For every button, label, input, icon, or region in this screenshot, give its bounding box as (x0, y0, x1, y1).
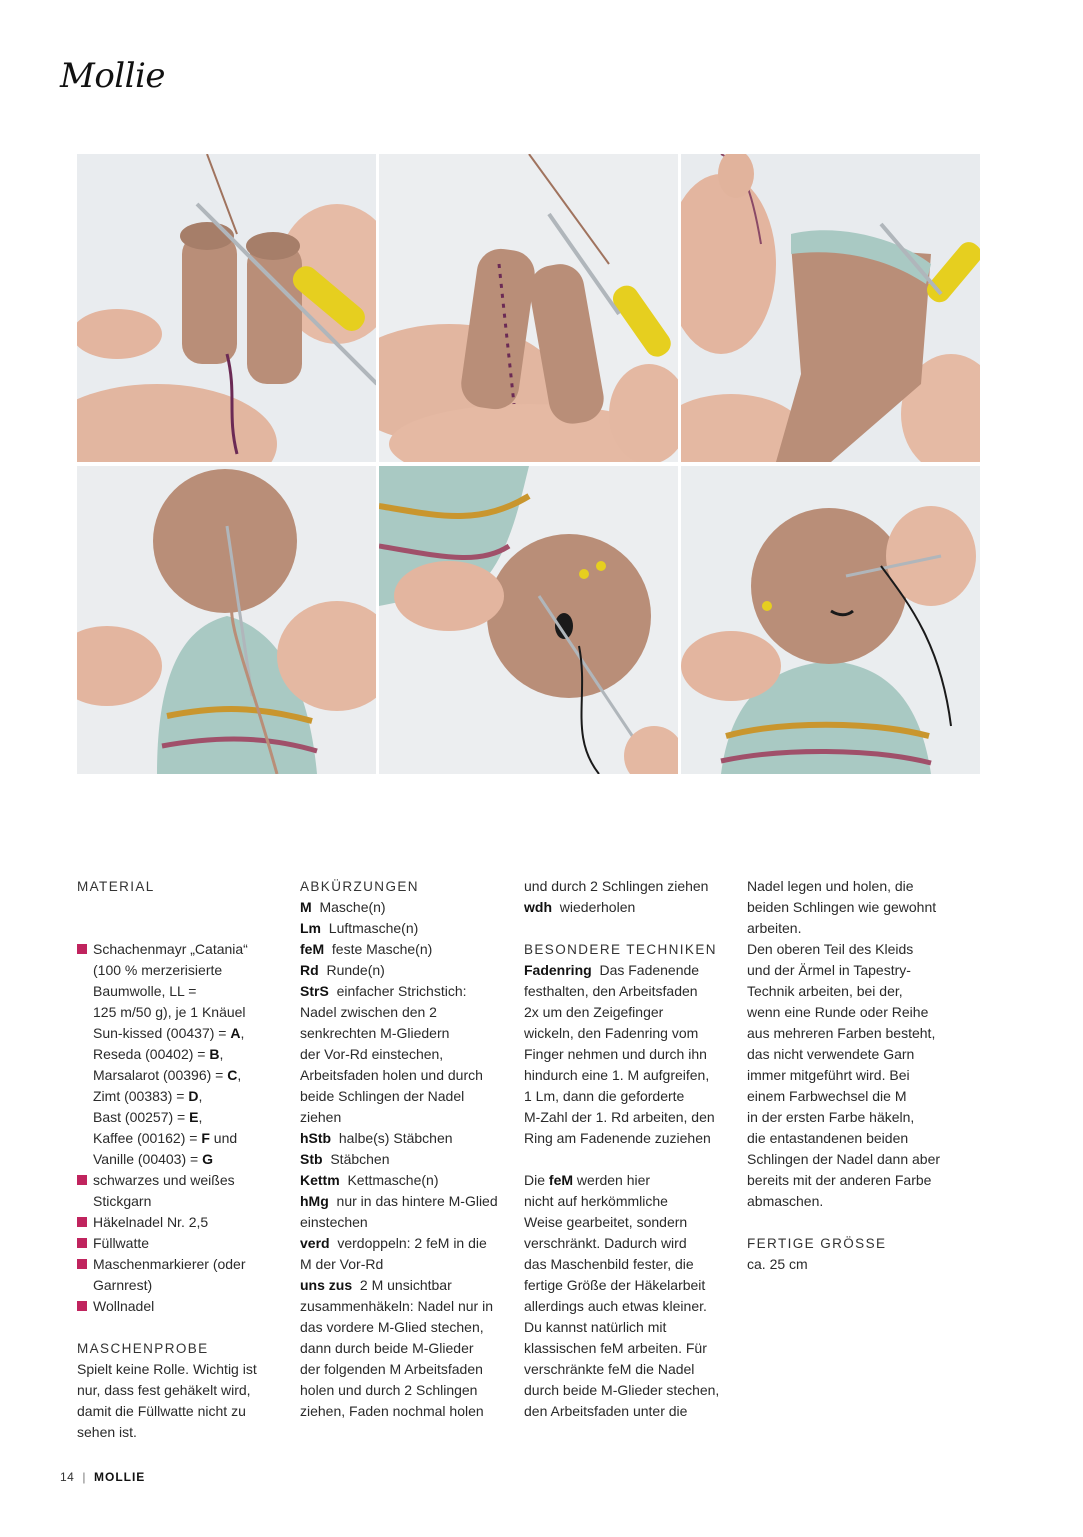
term: uns zus (300, 1277, 353, 1293)
material-line: Schachenmayr „Catania“ (93, 941, 248, 957)
text-line (300, 1401, 515, 1422)
text-line (524, 1107, 739, 1128)
photo-image (681, 154, 980, 462)
term: Lm (300, 920, 321, 936)
text-line (300, 1380, 515, 1401)
material-line: Wollnadel (93, 1298, 155, 1314)
definition: zusammenhäkeln: Nadel nur in (300, 1298, 493, 1314)
material-line: schwarzes und weißes (93, 1172, 235, 1188)
definition: holen und durch 2 Schlingen (300, 1382, 478, 1398)
definition: wiederholen (559, 899, 636, 915)
material-line: Füllwatte (93, 1235, 150, 1251)
definition: Masche(n) (319, 899, 386, 915)
term: Fadenring (524, 962, 592, 978)
text-line (300, 1275, 515, 1296)
footer-separator: | (82, 1470, 86, 1484)
text-line (524, 876, 739, 897)
text-line (300, 1338, 515, 1359)
text-line: bereits mit der anderen Farbe (747, 1172, 932, 1188)
gauge-line: nur, dass fest gehäkelt wird, (77, 1382, 251, 1398)
column-techniques (524, 876, 739, 1422)
text-line (300, 1023, 515, 1044)
definition: ziehen (300, 1109, 342, 1125)
text-line: fertige Größe der Häkelarbeit (524, 1277, 706, 1293)
term: feM (300, 941, 325, 957)
term: M (300, 899, 312, 915)
material-line: Stickgarn (93, 1193, 152, 1209)
size-value: ca. 25 cm (747, 1256, 808, 1272)
material-heading: MATERIAL (77, 879, 155, 894)
text-line: Weise gearbeitet, sondern (524, 1214, 688, 1230)
gauge-heading: MASCHENPROBE (77, 1341, 209, 1356)
material-item-embroidery (77, 1170, 292, 1212)
text-line (300, 1170, 515, 1191)
term: Rd (300, 962, 319, 978)
material-item-needle (77, 1296, 292, 1317)
definition: senkrechten M-Gliedern (300, 1025, 450, 1041)
photo-image (681, 466, 980, 774)
text-line: allerdings auch etwas kleiner. (524, 1298, 707, 1314)
text-line: nicht auf herkömmliche (524, 1193, 668, 1209)
text-line: Den oberen Teil des Kleids (747, 941, 914, 957)
text-line: Nadel legen und holen, die (747, 878, 914, 894)
page-title: Mollie (60, 56, 166, 96)
text-line (300, 1107, 515, 1128)
definition: 2x um den Zeigefinger (524, 1004, 664, 1020)
text-line (300, 939, 515, 960)
photo-legs-joining-2 (379, 154, 678, 462)
photo-image (379, 154, 678, 462)
text-line (300, 960, 515, 981)
text-line: immer mitgeführt wird. Bei (747, 1067, 910, 1083)
definition: Nadel zwischen den 2 (300, 1004, 437, 1020)
text-line (300, 1149, 515, 1170)
text-line: klassischen feM arbeiten. Für (524, 1340, 707, 1356)
fem-paragraph-first-line: Die feM werden hier (524, 1172, 651, 1188)
color-line: Vanille (00403) = G (93, 1151, 213, 1167)
column-material (77, 876, 292, 1443)
definition: 1 Lm, dann die geforderte (524, 1088, 685, 1104)
definition: Luftmasche(n) (328, 920, 419, 936)
text-line: Schlingen der Nadel dann aber (747, 1151, 941, 1167)
text-line (524, 1002, 739, 1023)
footer-title: MOLLIE (93, 1470, 146, 1484)
text-line: verschränkte feM die Nadel (524, 1361, 695, 1377)
abbreviations-continued (524, 876, 739, 918)
text-line (524, 1086, 739, 1107)
text-line (300, 1212, 515, 1233)
definition: feste Masche(n) (331, 941, 433, 957)
text-line: aus mehreren Farben besteht, (747, 1025, 936, 1041)
text-line (300, 1317, 515, 1338)
term: hMg (300, 1193, 329, 1209)
gauge-line: damit die Füllwatte nicht zu (77, 1403, 246, 1419)
definition: hindurch eine 1. M aufgreifen, (524, 1067, 710, 1083)
photo-eyelash-embroidery (681, 466, 980, 774)
text-line (300, 1191, 515, 1212)
photo-image (379, 466, 678, 774)
material-line: Baumwolle, LL = (93, 983, 197, 999)
definition: 2 M unsichtbar (359, 1277, 452, 1293)
definition: wickeln, den Fadenring vom (524, 1025, 699, 1041)
page-footer (60, 1470, 145, 1484)
photo-grid (77, 154, 980, 775)
photo-image (77, 466, 376, 774)
definition: M-Zahl der 1. Rd arbeiten, den (524, 1109, 715, 1125)
techniques-text (524, 960, 739, 1149)
text-line: beiden Schlingen wie gewohnt (747, 899, 937, 915)
photo-image (77, 154, 376, 462)
text-line (300, 1065, 515, 1086)
term: StrS (300, 983, 329, 999)
text-line (524, 1023, 739, 1044)
term: Kettm (300, 1172, 340, 1188)
text-line: die entastandenen beiden (747, 1130, 909, 1146)
term: verd (300, 1235, 330, 1251)
text-line: wenn eine Runde oder Reihe (747, 1004, 929, 1020)
photo-body-tapestry (681, 154, 980, 462)
definition: Das Fadenende (599, 962, 700, 978)
abbreviations-heading: ABKÜRZUNGEN (300, 879, 419, 894)
text-line (300, 1002, 515, 1023)
text-line (300, 1254, 515, 1275)
color-line: Sun-kissed (00437) = A, (93, 1025, 245, 1041)
text-line (300, 1128, 515, 1149)
color-line: Reseda (00402) = B, (93, 1046, 224, 1062)
text-line (524, 960, 739, 981)
column-abbreviations (300, 876, 515, 1422)
definition: der Vor-Rd einstechen, (300, 1046, 444, 1062)
material-line: Maschenmarkierer (oder (93, 1256, 246, 1272)
definition: dann durch beide M-Glieder (300, 1340, 474, 1356)
column-continued (747, 876, 962, 1275)
material-item-marker (77, 1254, 292, 1296)
text-line: das nicht verwendete Garn (747, 1046, 915, 1062)
photo-head-sewing (77, 466, 376, 774)
term: Stb (300, 1151, 323, 1167)
text-line (300, 1233, 515, 1254)
material-line: Häkelnadel Nr. 2,5 (93, 1214, 209, 1230)
definition: Stäbchen (330, 1151, 390, 1167)
definition: das vordere M-Glied stechen, (300, 1319, 484, 1335)
text-line: das Maschenbild fester, die (524, 1256, 694, 1272)
tapestry-text (747, 876, 962, 1212)
photo-eye-embroidery (379, 466, 678, 774)
definition: halbe(s) Stäbchen (338, 1130, 453, 1146)
material-item-yarn (77, 939, 292, 1170)
definition: Ring am Fadenende zuziehen (524, 1130, 711, 1146)
definition: Finger nehmen und durch ihn (524, 1046, 707, 1062)
material-item-stuffing (77, 1233, 292, 1254)
text-line (524, 1128, 739, 1149)
fem-paragraph (524, 1191, 739, 1422)
definition: und durch 2 Schlingen ziehen (524, 878, 709, 894)
material-line: Garnrest) (93, 1277, 153, 1293)
techniques-heading: BESONDERE TECHNIKEN (524, 942, 717, 957)
color-line: Kaffee (00162) = F und (93, 1130, 238, 1146)
size-heading: FERTIGE GRÖSSE (747, 1236, 887, 1251)
color-line: Marsalarot (00396) = C, (93, 1067, 242, 1083)
definition: einfacher Strichstich: (336, 983, 467, 999)
text-line: arbeiten. (747, 920, 802, 936)
definition: der folgenden M Arbeitsfaden (300, 1361, 483, 1377)
text-line (300, 1044, 515, 1065)
text-line: in der ersten Farbe häkeln, (747, 1109, 915, 1125)
page-number: 14 (60, 1470, 75, 1484)
text-line (524, 1065, 739, 1086)
definition: verdoppeln: 2 feM in die (337, 1235, 487, 1251)
text-line (524, 897, 739, 918)
color-line: Bast (00257) = E, (93, 1109, 203, 1125)
text-line: und der Ärmel in Tapestry- (747, 962, 911, 978)
definition: Kettmasche(n) (347, 1172, 439, 1188)
text-line (524, 981, 739, 1002)
definition: Runde(n) (326, 962, 385, 978)
photo-legs-joining-1 (77, 154, 376, 462)
definition: beide Schlingen der Nadel (300, 1088, 465, 1104)
text-line (300, 1296, 515, 1317)
text-line: durch beide M-Glieder stechen, (524, 1382, 720, 1398)
abbreviations-list (300, 897, 515, 1422)
term: hStb (300, 1130, 332, 1146)
material-item-hook (77, 1212, 292, 1233)
text-line (524, 1044, 739, 1065)
text-line (300, 1359, 515, 1380)
text-line: verschränkt. Dadurch wird (524, 1235, 687, 1251)
text-line: Technik arbeiten, bei der, (747, 983, 903, 999)
term: wdh (524, 899, 552, 915)
color-line: Zimt (00383) = D, (93, 1088, 203, 1104)
text-line (300, 981, 515, 1002)
text-line (300, 897, 515, 918)
gauge-line: sehen ist. (77, 1424, 137, 1440)
text-line: einem Farbwechsel die M (747, 1088, 907, 1104)
material-line: 125 m/50 g), je 1 Knäuel (93, 1004, 246, 1020)
definition: festhalten, den Arbeitsfaden (524, 983, 698, 999)
definition: Arbeitsfaden holen und durch (300, 1067, 483, 1083)
definition: nur in das hintere M-Glied (336, 1193, 498, 1209)
definition: M der Vor-Rd (300, 1256, 384, 1272)
text-line: den Arbeitsfaden unter die (524, 1403, 688, 1419)
definition: einstechen (300, 1214, 368, 1230)
text-line: Du kannst natürlich mit (524, 1319, 667, 1335)
definition: ziehen, Faden nochmal holen (300, 1403, 484, 1419)
text-line (300, 1086, 515, 1107)
gauge-line: Spielt keine Rolle. Wichtig ist (77, 1361, 257, 1377)
text-line (300, 918, 515, 939)
text-line: abmaschen. (747, 1193, 824, 1209)
material-line: (100 % merzerisierte (93, 962, 223, 978)
material-list (77, 939, 292, 1317)
